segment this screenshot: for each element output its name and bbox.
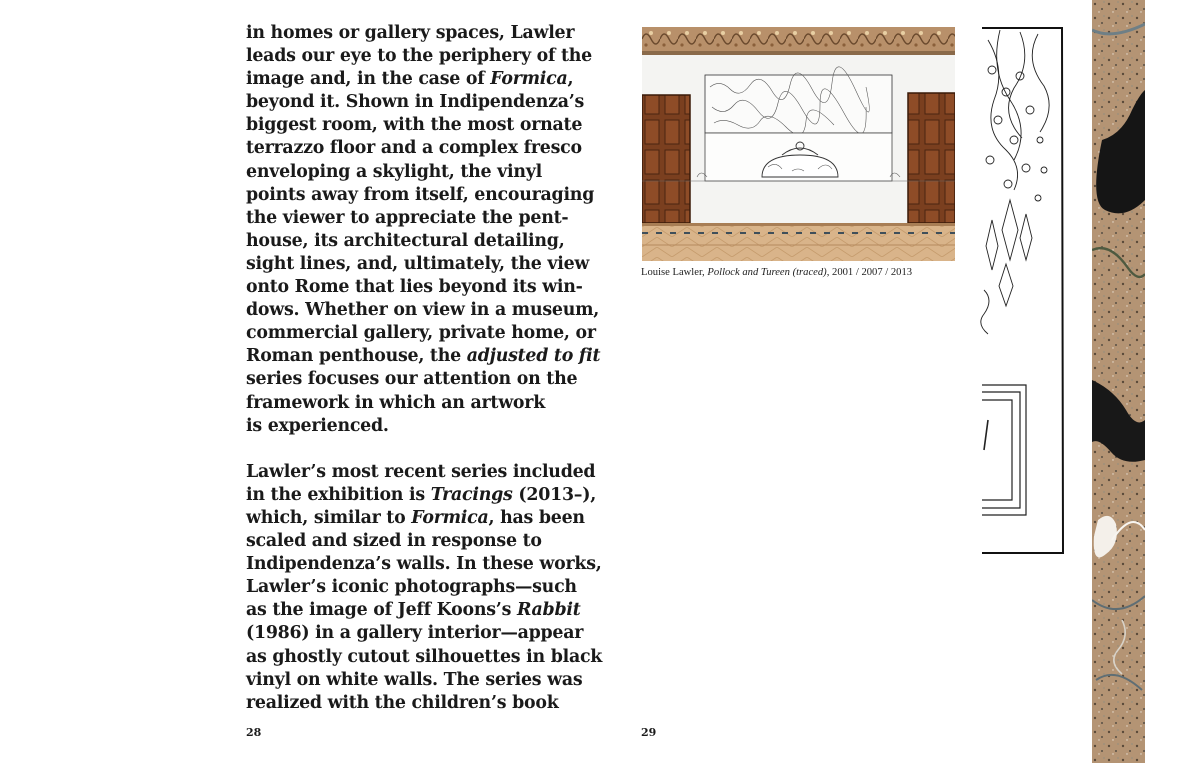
adjacent-page-painting <box>1092 0 1145 763</box>
caption-title: Pollock and Tureen (traced) <box>707 267 827 278</box>
text-line: beyond it. Shown in Indipendenza’s <box>246 92 585 113</box>
text-line: onto Rome that lies beyond its win- <box>246 277 583 298</box>
text-line: series focuses our attention on the <box>246 369 578 390</box>
text-line: biggest room, with the most ornate <box>246 115 583 136</box>
chandelier-drawing <box>980 0 1092 560</box>
text-line: points away from itself, encouraging <box>246 184 595 205</box>
paragraph-gap <box>246 438 576 461</box>
caption-prefix: Louise Lawler, <box>641 267 708 278</box>
text-line: enveloping a skylight, the vinyl <box>246 161 542 182</box>
text-line: vinyl on white walls. The series was <box>246 669 583 690</box>
installation-photo-image <box>642 27 955 261</box>
text-line: Lawler’s most recent series included <box>246 461 596 482</box>
text-line: the viewer to appreciate the pent- <box>246 207 569 228</box>
paragraph-2 <box>246 461 603 715</box>
italic-title: Tracings <box>430 484 513 505</box>
text-line: dows. Whether on view in a museum, <box>246 300 600 321</box>
page-number-left: 28 <box>246 726 262 739</box>
italic-title: Rabbit <box>516 600 581 621</box>
text-line: commercial gallery, private home, or <box>246 323 596 344</box>
italic-title: Formica <box>490 69 568 90</box>
text-line: as ghostly cutout silhouettes in black <box>246 646 603 667</box>
drip-painting <box>1092 0 1145 763</box>
text-line: as the image of Jeff Koons’s Rabbit <box>246 600 581 621</box>
text-line: is experienced. <box>246 415 389 436</box>
page-number-right: 29 <box>641 726 657 739</box>
paragraph-1 <box>246 22 601 438</box>
text-line: which, similar to Formica, has been <box>246 507 585 528</box>
text-line: house, its architectural detailing, <box>246 230 565 251</box>
text-line: in homes or gallery spaces, Lawler <box>246 23 575 43</box>
text-line: terrazzo floor and a complex fresco <box>246 138 582 159</box>
text-line: Indipendenza’s walls. In these works, <box>246 554 602 575</box>
text-line: scaled and sized in response to <box>246 531 542 552</box>
text-line: Roman penthouse, the adjusted to fit <box>246 346 601 367</box>
text-line: realized with the children’s book <box>246 692 559 713</box>
body-text <box>246 22 603 715</box>
installation-photo <box>642 27 955 261</box>
text-line: (1986) in a gallery interior—appear <box>246 623 584 644</box>
adjacent-page-drawing <box>980 0 1092 560</box>
text-line: image and, in the case of Formica, <box>246 69 574 90</box>
photo-caption <box>641 267 912 278</box>
italic-title: Formica <box>411 507 489 528</box>
text-line: sight lines, and, ultimately, the view <box>246 253 590 274</box>
italic-title: adjusted to fit <box>466 346 601 367</box>
text-line: leads our eye to the periphery of the <box>246 46 592 67</box>
text-line: in the exhibition is Tracings (2013–), <box>246 484 597 505</box>
text-line: framework in which an artwork <box>246 392 545 413</box>
text-line: Lawler’s iconic photographs—such <box>246 577 577 598</box>
caption-suffix: , 2001 / 2007 / 2013 <box>826 267 913 278</box>
page-margin <box>1145 0 1200 763</box>
